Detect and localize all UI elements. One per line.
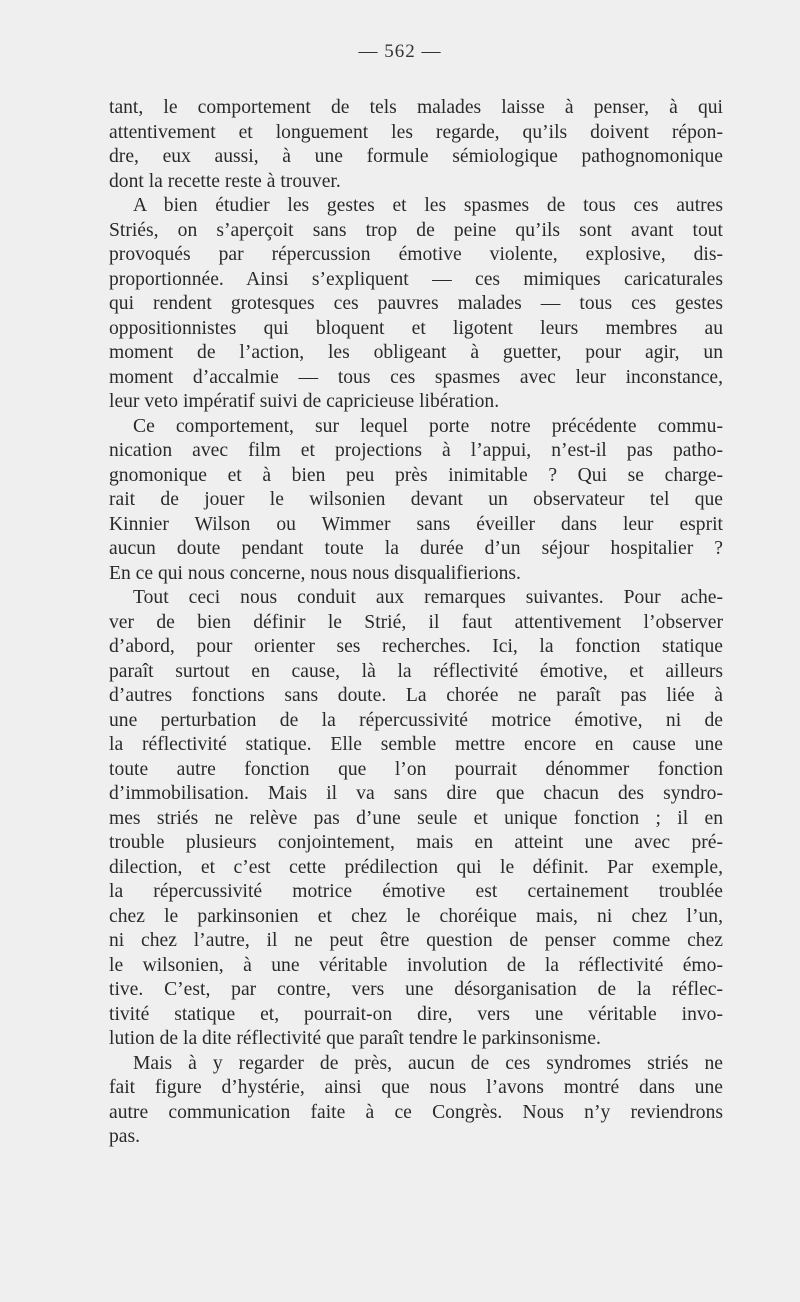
text-line: lution de la dite réflectivité que paraît tendre le parkinsonisme. — [109, 1028, 601, 1049]
text-line: d’immobilisation. Mais il va sans dire que chacun des syndro- — [109, 783, 723, 804]
page-number: — 562 — — [358, 41, 442, 62]
text-line: En ce qui nous concerne, nous nous disqualifierions. — [109, 562, 521, 584]
text-line: pas. — [109, 1126, 141, 1147]
text-line: toute autre fonction que l’on pourrait dénommer fonction — [109, 758, 723, 780]
paragraph — [109, 586, 723, 1052]
text-line: dilection, et c’est cette prédilection qui le définit. Par exemple, — [109, 856, 723, 878]
text-line: proportionnée. Ainsi s’expliquent — ces mimiques caricaturales — [109, 268, 723, 290]
text-line: le wilsonien, à une véritable involution de la réflectivité émo- — [109, 954, 723, 976]
text-line: rait de jouer le wilsonien devant un observateur tel que — [109, 489, 723, 510]
paragraph — [109, 415, 723, 587]
text-line: fait figure d’hystérie, ainsi que nous l’avons montré dans une — [109, 1077, 723, 1098]
paragraph — [109, 194, 723, 415]
text-line: paraît surtout en cause, là la réflectivité émotive, et ailleurs — [109, 660, 723, 682]
text-line: chez le parkinsonien et chez le choréique mais, ni chez l’un, — [109, 905, 723, 927]
text-line: la réflectivité statique. Elle semble mettre encore en cause une — [109, 734, 723, 755]
text-line: dre, eux aussi, à une formule sémiologique pathognomonique — [109, 146, 723, 167]
body-text — [109, 96, 723, 1150]
text-line: une perturbation de la répercussivité motrice émotive, ni de — [109, 709, 723, 731]
text-line: la répercussivité motrice émotive est certainement troublée — [109, 881, 723, 902]
text-line: d’abord, pour orienter ses recherches. Ici, la fonction statique — [109, 636, 723, 657]
text-line: provoqués par répercussion émotive violente, explosive, dis- — [109, 244, 723, 265]
paragraph — [109, 96, 723, 194]
text-line: aucun doute pendant toute la durée d’un séjour hospitalier ? — [109, 538, 723, 559]
text-line: attentivement et longuement les regarde, qu’ils doivent répon- — [109, 121, 723, 143]
text-line: Kinnier Wilson ou Wimmer sans éveiller dans leur esprit — [109, 513, 723, 535]
text-line: qui rendent grotesques ces pauvres malades — tous ces gestes — [109, 293, 723, 314]
text-line: tivité statique et, pourrait-on dire, vers une véritable invo- — [109, 1003, 723, 1025]
text-line: Ce comportement, sur lequel porte notre précédente commu- — [133, 415, 723, 437]
text-line: gnomonique et à bien peu près inimitable ? Qui se charge- — [109, 464, 723, 486]
text-line: trouble plusieurs conjointement, mais en atteint une avec pré- — [109, 832, 723, 853]
text-line: Mais à y regarder de près, aucun de ces syndromes striés ne — [133, 1052, 723, 1074]
text-line: Tout ceci nous conduit aux remarques suivantes. Pour ache- — [133, 587, 723, 608]
text-line: ni chez l’autre, il ne peut être question de penser comme chez — [109, 930, 723, 951]
text-line: tant, le comportement de tels malades laisse à penser, à qui — [109, 97, 723, 118]
text-line: moment d’accalmie — tous ces spasmes avec leur inconstance, — [109, 366, 723, 388]
paragraph — [109, 1052, 723, 1150]
text-line: oppositionnistes qui bloquent et ligotent leurs membres au — [109, 317, 723, 339]
text-line: leur veto impératif suivi de capricieuse libération. — [109, 391, 500, 412]
text-line: Striés, on s’aperçoit sans trop de peine qu’ils sont avant tout — [109, 219, 723, 241]
text-line: moment de l’action, les obligeant à guetter, pour agir, un — [109, 342, 723, 363]
text-line: tive. C’est, par contre, vers une désorganisation de la réflec- — [109, 979, 723, 1000]
text-line: dont la recette reste à trouver. — [109, 170, 341, 192]
text-line: mes striés ne relève pas d’une seule et unique fonction ; il en — [109, 807, 723, 829]
text-line: d’autres fonctions sans doute. La chorée ne paraît pas liée à — [109, 685, 723, 706]
text-line: ver de bien définir le Strié, il faut attentivement l’observer — [109, 611, 723, 633]
text-line: nication avec film et projections à l’appui, n’est-il pas patho- — [109, 440, 723, 461]
text-line: A bien étudier les gestes et les spasmes de tous ces autres — [133, 195, 723, 216]
text-line: autre communication faite à ce Congrès. Nous n’y reviendrons — [109, 1101, 723, 1123]
